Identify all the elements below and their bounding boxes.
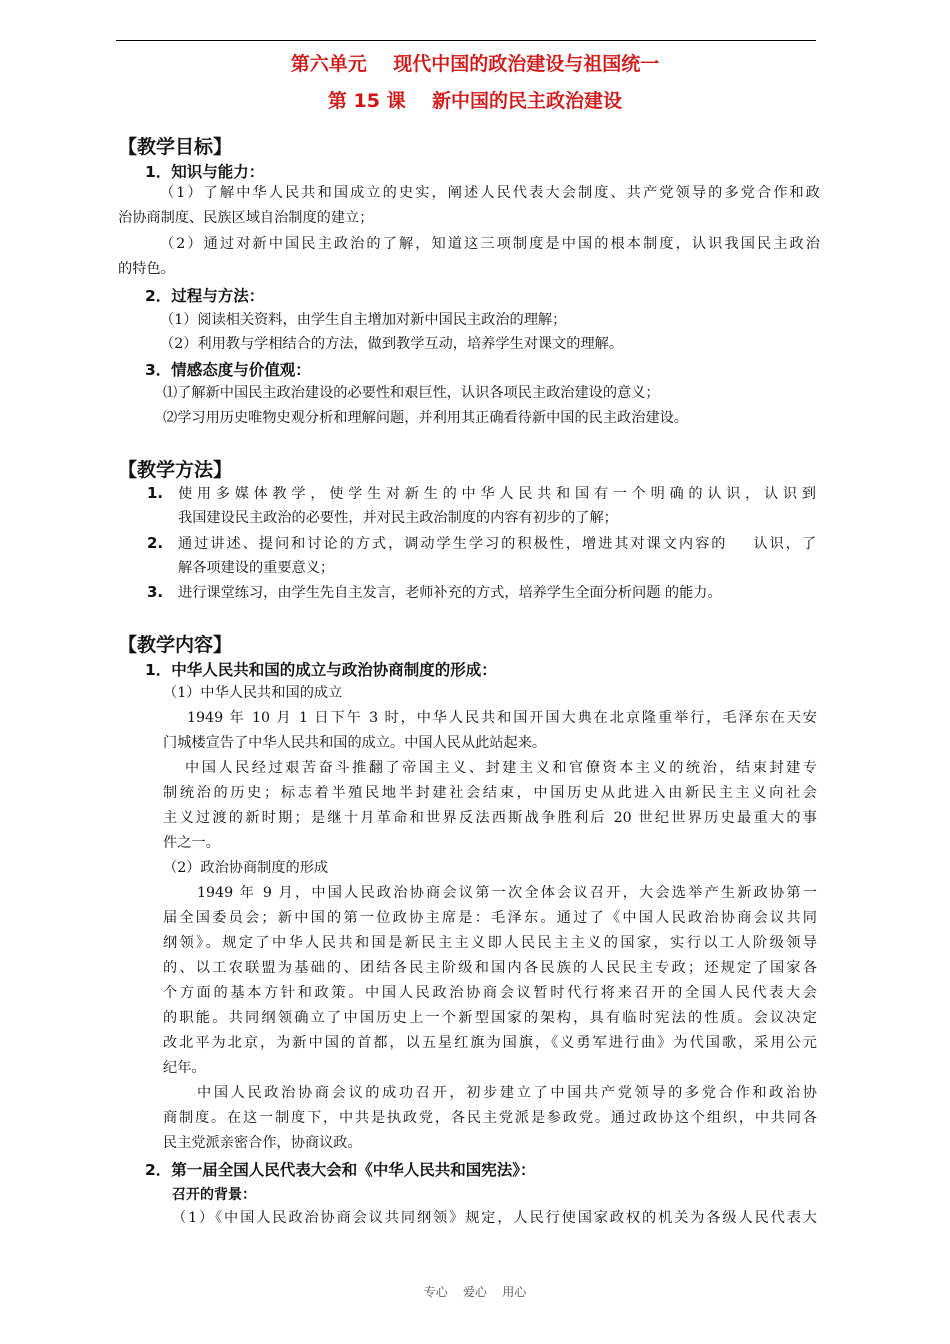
content-paragraph-line: 中国人民政治协商会议的成功召开，初步建立了中国共产党领导的多党合作和政治协: [197, 1085, 817, 1101]
content-topic-title: 1．中华人民共和国的成立与政治协商制度的形成：: [145, 661, 497, 679]
goal-attitude-title: 3．情感态度与价值观：: [145, 361, 311, 379]
content-topic-title: 2．第一届全国人民代表大会和《中华人民共和国宪法》：: [145, 1161, 536, 1179]
goal-knowledge-line: 的特色。: [118, 261, 175, 277]
goal-process-line: （1）阅读相关资料，由学生自主增加对新中国民主政治的理解；: [160, 312, 567, 328]
content-background-title: 召开的背景：: [172, 1187, 256, 1203]
goal-attitude-line: ⑴了解新中国民主政治建设的必要性和艰巨性，认识各项民主政治建设的意义；: [163, 385, 660, 401]
section-heading-content: 【教学内容】: [118, 634, 233, 656]
method-number: 2.: [147, 534, 164, 552]
content-paragraph-line: 改北平为北京，为新中国的首都，以五星红旗为国旗，《义勇军进行曲》为代国歌，采用公元: [163, 1035, 817, 1051]
content-subtitle: （2）政治协商制度的形成: [163, 860, 329, 876]
content-paragraph-line: 1949 年 10 月 1 日下午 3 时，中华人民共和国开国大典在北京隆重举行，毛泽东在天安: [187, 710, 817, 726]
goal-process-line: （2）利用教与学相结合的方法，做到教学互动，培养学生对课文的理解。: [160, 336, 624, 352]
content-paragraph-line: 1949 年 9 月，中国人民政治协商会议第一次全体会议召开，大会选举产生新政协第一: [197, 885, 817, 901]
method-line: 进行课堂练习，由学生先自主发言，老师补充的方式，培养学生全面分析问题 的能力。: [178, 585, 722, 601]
content-paragraph-line: 门城楼宣告了中华人民共和国的成立。中国人民从此站起来。: [163, 735, 547, 751]
goal-attitude-line: ⑵学习用历史唯物史观分析和理解问题，并利用其正确看待新中国的民主政治建设。: [163, 410, 688, 426]
lesson-title: 第 15 课 新中国的民主政治建设: [327, 90, 623, 112]
goal-knowledge-line: 治协商制度、民族区域自治制度的建立；: [118, 210, 374, 226]
section-heading-methods: 【教学方法】: [118, 459, 233, 481]
content-paragraph-line: 中国人民经过艰苦奋斗推翻了帝国主义、封建主义和官僚资本主义的统治，结束封建专: [185, 760, 817, 776]
goal-knowledge-title: 1．知识与能力：: [145, 163, 265, 181]
method-number: 3.: [147, 583, 164, 601]
method-line: 通过讲述、提问和讨论的方式，调动学生学习的积极性，增进其对课文内容的 认识，了: [178, 536, 816, 552]
content-paragraph-line: 的职能。共同纲领确立了中国历史上一个新型国家的架构，具有临时宪法的性质。会议决定: [163, 1010, 817, 1026]
content-paragraph-line: （1）《中国人民政治协商会议共同纲领》规定，人民行使国家政权的机关为各级人民代表大: [172, 1210, 817, 1226]
unit-title: 第六单元 现代中国的政治建设与祖国统一: [290, 53, 660, 75]
content-paragraph-line: 民主党派亲密合作，协商议政。: [163, 1135, 362, 1151]
method-line: 我国建设民主政治的必要性，并对民主政治制度的内容有初步的了解；: [178, 510, 618, 526]
content-paragraph-line: 主义过渡的新时期；是继十月革命和世界反法西斯战争胜利后 20 世纪世界历史最重大的事: [163, 810, 817, 826]
content-paragraph-line: 纪年。: [163, 1060, 206, 1076]
page-footer: 专心 爱心 用心: [423, 1285, 527, 1299]
content-paragraph-line: 届全国委员会；新中国的第一位政协主席是：毛泽东。通过了《中国人民政治协商会议共同: [163, 910, 817, 926]
content-paragraph-line: 商制度。在这一制度下，中共是执政党，各民主党派是参政党。通过政协这个组织，中共同各: [163, 1110, 817, 1126]
content-paragraph-line: 纲领》。规定了中华人民共和国是新民主主义即人民民主主义的国家，实行以工人阶级领导: [163, 935, 817, 951]
content-paragraph-line: 制统治的历史；标志着半殖民地半封建社会结束，中国历史从此进入由新民主主义向社会: [163, 785, 817, 801]
section-heading-goals: 【教学目标】: [118, 136, 233, 158]
goal-knowledge-line: （2）通过对新中国民主政治的了解，知道这三项制度是中国的根本制度，认识我国民主政治: [160, 236, 820, 252]
goal-knowledge-line: （1）了解中华人民共和国成立的史实，阐述人民代表大会制度、共产党领导的多党合作和政: [160, 185, 820, 201]
method-line: 使用多媒体教学，使学生对新生的中华人民共和国有一个明确的认识，认识到: [178, 486, 816, 502]
goal-process-title: 2．过程与方法：: [145, 287, 265, 305]
method-line: 解各项建设的重要意义；: [178, 560, 335, 576]
content-paragraph-line: 个方面的基本方针和政策。中国人民政治协商会议暂时代行将来召开的全国人民代表大会: [163, 985, 817, 1001]
content-paragraph-line: 件之一。: [163, 835, 220, 851]
header-rule: [116, 40, 816, 41]
method-number: 1.: [147, 484, 164, 502]
content-paragraph-line: 的、以工农联盟为基础的、团结各民主阶级和国内各民族的人民民主专政；还规定了国家各: [163, 960, 817, 976]
content-subtitle: （1）中华人民共和国的成立: [163, 685, 343, 701]
